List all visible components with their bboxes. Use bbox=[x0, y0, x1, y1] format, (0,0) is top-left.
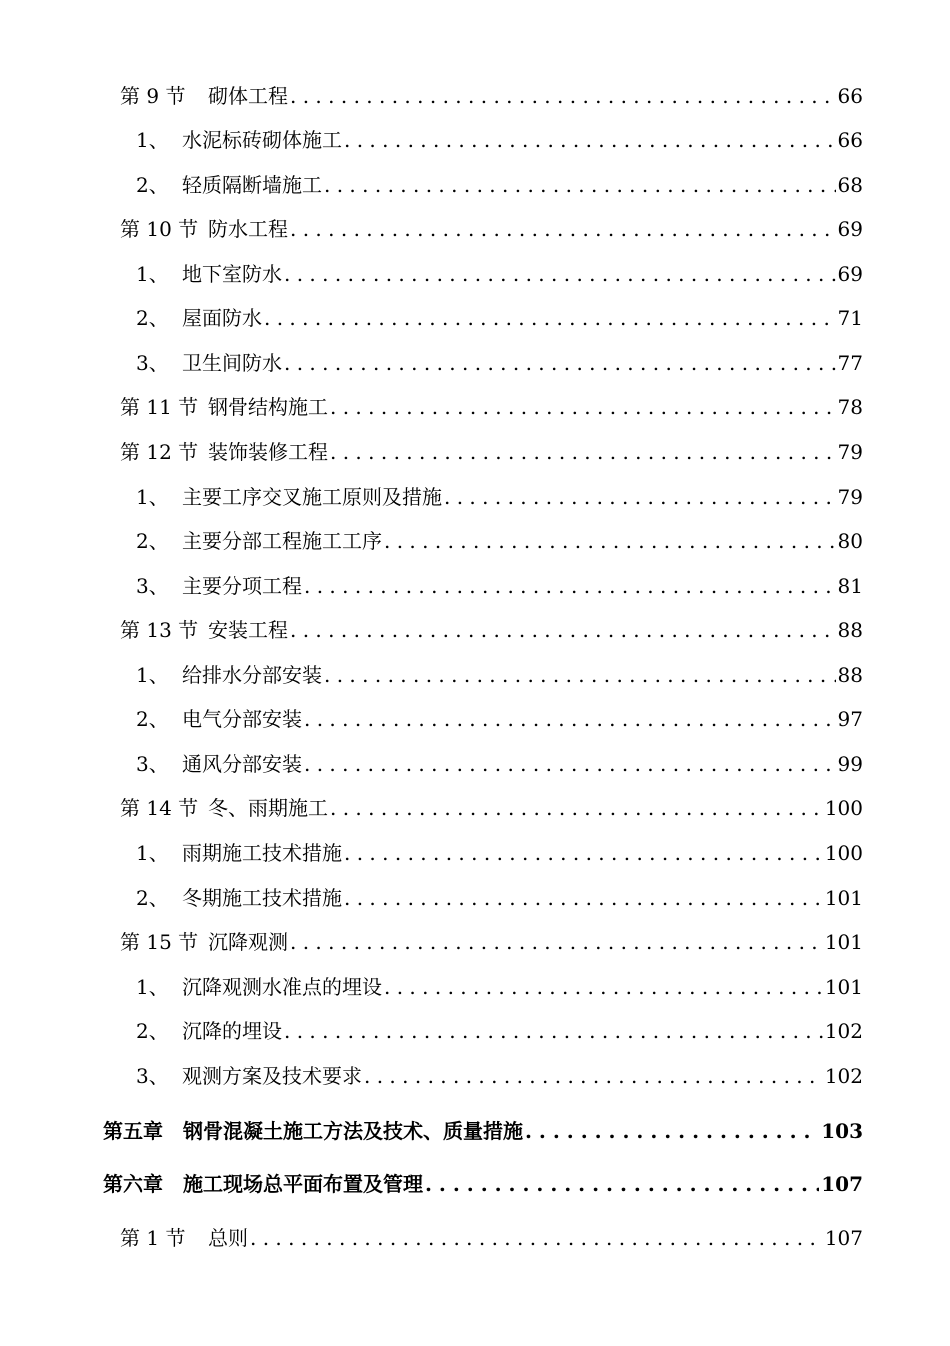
toc-entry-page: 81 bbox=[837, 574, 863, 598]
dot-leader bbox=[324, 660, 836, 690]
toc-entry-title: 冬、雨期施工 bbox=[208, 796, 328, 820]
toc-entry-number: 3、 bbox=[136, 752, 169, 776]
dot-leader bbox=[284, 1016, 823, 1046]
dot-leader bbox=[304, 571, 836, 601]
toc-entry-title: 观测方案及技术要求 bbox=[182, 1064, 362, 1088]
toc-entry-title: 冬期施工技术措施 bbox=[182, 886, 342, 910]
toc-entry-page: 103 bbox=[821, 1119, 863, 1143]
toc-entry-page: 107 bbox=[824, 1226, 863, 1250]
toc-entry-title: 防水工程 bbox=[208, 217, 288, 241]
toc-entry-item[interactable] bbox=[136, 660, 863, 690]
toc-entry-title: 给排水分部安装 bbox=[182, 663, 322, 687]
toc-entry-number: 2、 bbox=[136, 173, 169, 197]
toc-entry-title: 砌体工程 bbox=[208, 84, 288, 108]
toc-entry-page: 100 bbox=[824, 796, 863, 820]
dot-leader bbox=[324, 170, 836, 200]
toc-entry-number: 3、 bbox=[136, 574, 169, 598]
toc-entry-item[interactable] bbox=[136, 482, 863, 512]
dot-leader bbox=[330, 793, 823, 823]
toc-entry-title: 施工现场总平面布置及管理 bbox=[183, 1172, 423, 1196]
toc-entry-title: 雨期施工技术措施 bbox=[182, 841, 342, 865]
toc-entry-title: 沉降的埋设 bbox=[182, 1019, 282, 1043]
dot-leader bbox=[264, 303, 836, 333]
toc-entry-page: 78 bbox=[837, 395, 863, 419]
toc-entry-item[interactable] bbox=[136, 348, 863, 378]
toc-entry-page: 80 bbox=[837, 529, 863, 553]
toc-entry-title: 沉降观测水准点的埋设 bbox=[182, 975, 382, 999]
toc-entry-section-13[interactable] bbox=[120, 615, 863, 645]
toc-entry-page: 88 bbox=[837, 663, 863, 687]
dot-leader bbox=[425, 1169, 819, 1199]
toc-entry-item[interactable] bbox=[136, 704, 863, 734]
toc-entry-page: 101 bbox=[824, 886, 863, 910]
dot-leader bbox=[290, 214, 836, 244]
toc-entry-page: 101 bbox=[824, 975, 863, 999]
dot-leader bbox=[290, 615, 836, 645]
toc-entry-number: 2、 bbox=[136, 1019, 169, 1043]
toc-entry-chapter-5[interactable] bbox=[103, 1116, 863, 1146]
toc-entry-section-9[interactable] bbox=[120, 81, 863, 111]
toc-entry-number: 第六章 bbox=[103, 1172, 163, 1196]
dot-leader bbox=[384, 972, 823, 1002]
dot-leader bbox=[344, 883, 823, 913]
dot-leader bbox=[290, 81, 836, 111]
toc-entry-number: 1、 bbox=[136, 975, 169, 999]
toc-entry-number: 1、 bbox=[136, 128, 169, 152]
toc-entry-title: 通风分部安装 bbox=[182, 752, 302, 776]
toc-entry-section-1[interactable] bbox=[120, 1223, 863, 1253]
toc-entry-title: 主要分项工程 bbox=[182, 574, 302, 598]
toc-entry-item[interactable] bbox=[136, 838, 863, 868]
dot-leader bbox=[444, 482, 836, 512]
dot-leader bbox=[250, 1223, 823, 1253]
toc-entry-number: 第 10 节 bbox=[120, 217, 199, 241]
toc-entry-title: 沉降观测 bbox=[208, 930, 288, 954]
toc-entry-number: 2、 bbox=[136, 529, 169, 553]
toc-entry-number: 1、 bbox=[136, 485, 169, 509]
toc-entry-page: 66 bbox=[837, 84, 863, 108]
toc-entry-section-12[interactable] bbox=[120, 437, 863, 467]
toc-entry-page: 79 bbox=[837, 440, 863, 464]
toc-entry-number: 第 13 节 bbox=[120, 618, 199, 642]
toc-entry-number: 1、 bbox=[136, 262, 169, 286]
toc-entry-page: 71 bbox=[837, 306, 863, 330]
toc-entry-item[interactable] bbox=[136, 259, 863, 289]
toc-entry-number: 第 14 节 bbox=[120, 796, 199, 820]
dot-leader bbox=[344, 125, 836, 155]
toc-entry-title: 地下室防水 bbox=[182, 262, 282, 286]
toc-entry-page: 69 bbox=[837, 262, 863, 286]
toc-entry-number: 第五章 bbox=[103, 1119, 163, 1143]
toc-entry-item[interactable] bbox=[136, 1061, 863, 1091]
toc-entry-number: 2、 bbox=[136, 306, 169, 330]
toc-entry-page: 100 bbox=[824, 841, 863, 865]
toc-entry-title: 钢骨结构施工 bbox=[208, 395, 328, 419]
toc-entry-number: 第 15 节 bbox=[120, 930, 199, 954]
toc-entry-title: 屋面防水 bbox=[182, 306, 262, 330]
dot-leader bbox=[290, 927, 823, 957]
dot-leader bbox=[364, 1061, 823, 1091]
toc-entry-section-15[interactable] bbox=[120, 927, 863, 957]
dot-leader bbox=[330, 392, 836, 422]
toc-entry-page: 88 bbox=[837, 618, 863, 642]
dot-leader bbox=[344, 838, 823, 868]
toc-entry-page: 68 bbox=[837, 173, 863, 197]
toc-entry-title: 钢骨混凝土施工方法及技术、质量措施 bbox=[183, 1119, 523, 1143]
toc-entry-item[interactable] bbox=[136, 170, 863, 200]
toc-entry-number: 3、 bbox=[136, 351, 169, 375]
toc-entry-number: 1、 bbox=[136, 663, 169, 687]
dot-leader bbox=[384, 526, 836, 556]
toc-entry-chapter-6[interactable] bbox=[103, 1169, 863, 1199]
toc-entry-title: 卫生间防水 bbox=[182, 351, 282, 375]
toc-entry-item[interactable] bbox=[136, 749, 863, 779]
toc-entry-item[interactable] bbox=[136, 125, 863, 155]
toc-entry-item[interactable] bbox=[136, 1016, 863, 1046]
toc-entry-page: 97 bbox=[837, 707, 863, 731]
toc-entry-title: 主要分部工程施工工序 bbox=[182, 529, 382, 553]
toc-entry-number: 3、 bbox=[136, 1064, 169, 1088]
dot-leader bbox=[284, 259, 836, 289]
toc-entry-number: 2、 bbox=[136, 886, 169, 910]
toc-entry-section-14[interactable] bbox=[120, 793, 863, 823]
dot-leader bbox=[304, 704, 836, 734]
toc-entry-page: 69 bbox=[837, 217, 863, 241]
toc-entry-page: 102 bbox=[824, 1019, 863, 1043]
toc-entry-item[interactable] bbox=[136, 303, 863, 333]
toc-entry-number: 1、 bbox=[136, 841, 169, 865]
toc-entry-title: 装饰装修工程 bbox=[208, 440, 328, 464]
toc-entry-title: 安装工程 bbox=[208, 618, 288, 642]
toc-entry-title: 电气分部安装 bbox=[182, 707, 302, 731]
toc-entry-number: 第 9 节 bbox=[120, 84, 186, 108]
toc-entry-page: 79 bbox=[837, 485, 863, 509]
toc-entry-number: 2、 bbox=[136, 707, 169, 731]
toc-entry-number: 第 1 节 bbox=[120, 1226, 186, 1250]
dot-leader bbox=[525, 1116, 819, 1146]
toc-entry-page: 77 bbox=[837, 351, 863, 375]
toc-entry-title: 总则 bbox=[208, 1226, 248, 1250]
toc-entry-title: 轻质隔断墙施工 bbox=[182, 173, 322, 197]
toc-entry-item[interactable] bbox=[136, 571, 863, 601]
toc-entry-page: 66 bbox=[837, 128, 863, 152]
toc-entry-page: 102 bbox=[824, 1064, 863, 1088]
toc-entry-item[interactable] bbox=[136, 526, 863, 556]
dot-leader bbox=[330, 437, 836, 467]
toc-entry-item[interactable] bbox=[136, 972, 863, 1002]
toc-entry-number: 第 12 节 bbox=[120, 440, 199, 464]
toc-entry-page: 107 bbox=[821, 1172, 863, 1196]
toc-entry-page: 99 bbox=[837, 752, 863, 776]
toc-entry-section-11[interactable] bbox=[120, 392, 863, 422]
toc-entry-title: 主要工序交叉施工原则及措施 bbox=[182, 485, 442, 509]
toc-entry-number: 第 11 节 bbox=[120, 395, 199, 419]
dot-leader bbox=[284, 348, 836, 378]
toc-entry-title: 水泥标砖砌体施工 bbox=[182, 128, 342, 152]
dot-leader bbox=[304, 749, 836, 779]
toc-entry-item[interactable] bbox=[136, 883, 863, 913]
toc-entry-section-10[interactable] bbox=[120, 214, 863, 244]
toc-entry-page: 101 bbox=[824, 930, 863, 954]
